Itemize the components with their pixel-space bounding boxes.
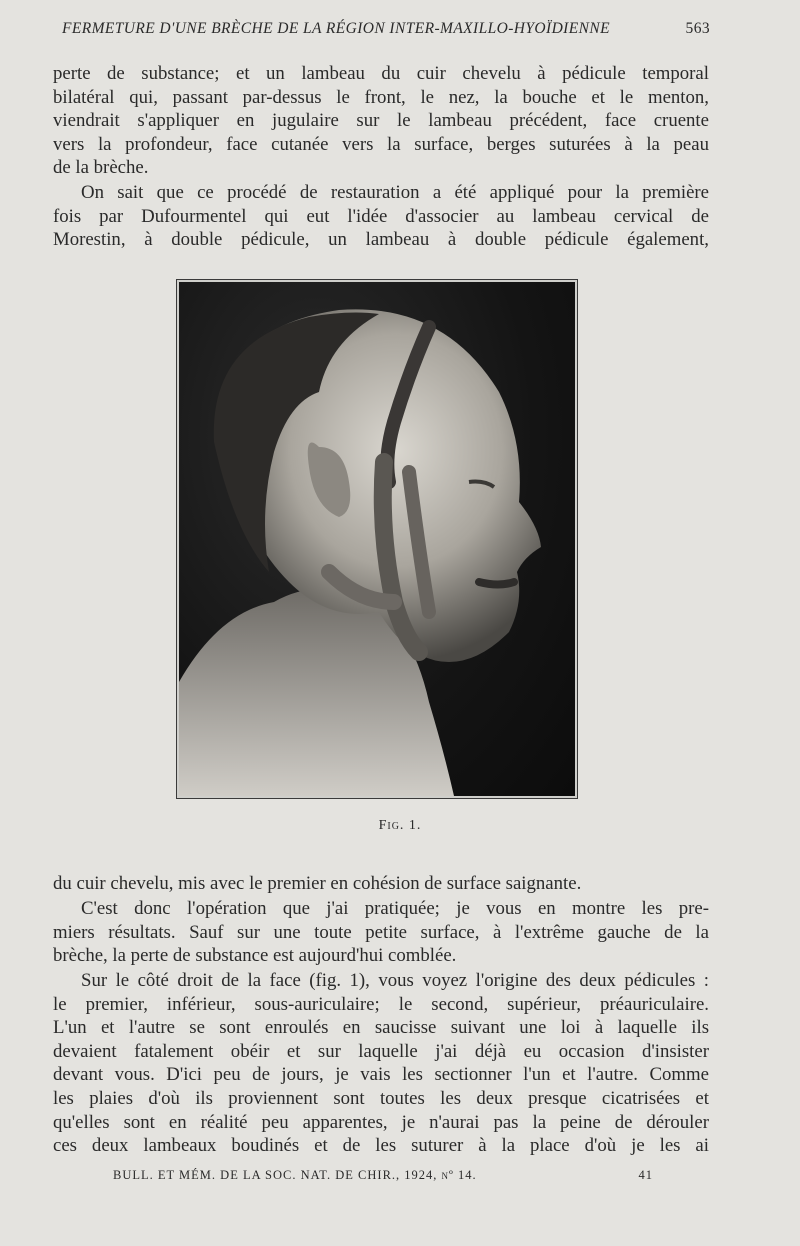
paragraph-top-1 xyxy=(53,62,709,180)
text-line: miers résultats. Sauf sur une toute petite surface, à l'extrême gauche de la xyxy=(53,921,709,943)
paragraph-bottom-3 xyxy=(53,969,709,1158)
paragraph-top-2 xyxy=(53,181,709,252)
text-line: brèche, la perte de substance est aujourd'hui comblée. xyxy=(53,945,457,967)
text-line: du cuir chevelu, mis avec le premier en cohésion de surface saignante. xyxy=(53,873,582,894)
text-line: Sur le côté droit de la face (fig. 1), vous voyez l'origine des deux pédicules : xyxy=(81,970,709,991)
text-line: de la brèche. xyxy=(53,157,149,179)
text-line: viendrait s'appliquer en jugulaire sur le lambeau précédent, face cruente xyxy=(53,110,709,132)
text-line: devaient fatalement obéir et sur laquelle j'ai déjà eu occasion d'insister xyxy=(53,1040,709,1062)
patient-profile-image xyxy=(179,282,575,796)
text-line: les plaies d'où ils proviennent sont toutes les deux presque cicatrisées et xyxy=(53,1087,709,1109)
text-line: vers la profondeur, face cutanée vers la surface, berges suturées à la peau xyxy=(53,133,709,155)
signature-mark: 41 xyxy=(638,1168,653,1182)
page-footer xyxy=(113,1168,653,1188)
text-line: qu'elles sont en réalité peu apparentes, je n'aurai pas la peine de dérouler xyxy=(53,1111,709,1133)
figure-photo-frame xyxy=(176,279,578,799)
running-title: FERMETURE D'UNE BRÈCHE DE LA RÉGION INTER-MAXILLO-HYOÏDIENNE xyxy=(62,20,610,37)
text-line: perte de substance; et un lambeau du cuir chevelu à pédicule temporal xyxy=(53,63,709,84)
page-number: 563 xyxy=(685,20,710,37)
paragraph-bottom-2 xyxy=(53,897,709,968)
text-line: C'est donc l'opération que j'ai pratiquée; je vous en montre les pre- xyxy=(81,898,709,919)
clinical-photograph xyxy=(179,282,575,796)
text-line: ces deux lambeaux boudinés et de les suturer à la place d'où je les ai xyxy=(53,1135,709,1157)
text-line: Morestin, à double pédicule, un lambeau à double pédicule également, xyxy=(53,229,709,251)
text-line: devant vous. D'ici peu de jours, je vais les sectionner l'un et l'autre. Comme xyxy=(53,1064,709,1086)
figure-caption: Fig. 1. xyxy=(378,818,422,833)
text-line: L'un et l'autre se sont enroulés en saucisse suivant une loi à laquelle ils xyxy=(53,1017,709,1039)
journal-reference: BULL. ET MÉM. DE LA SOC. NAT. DE CHIR., 1924, nº 14. xyxy=(113,1168,477,1182)
text-line: On sait que ce procédé de restauration a été appliqué pour la première xyxy=(81,182,709,203)
running-header xyxy=(62,20,710,42)
paragraph-bottom-1 xyxy=(53,872,709,896)
text-line: le premier, inférieur, sous-auriculaire; le second, supérieur, préauriculaire. xyxy=(53,993,709,1015)
text-line: fois par Dufourmentel qui eut l'idée d'associer au lambeau cervical de xyxy=(53,205,709,227)
text-line: bilatéral qui, passant par-dessus le front, le nez, la bouche et le menton, xyxy=(53,86,709,108)
